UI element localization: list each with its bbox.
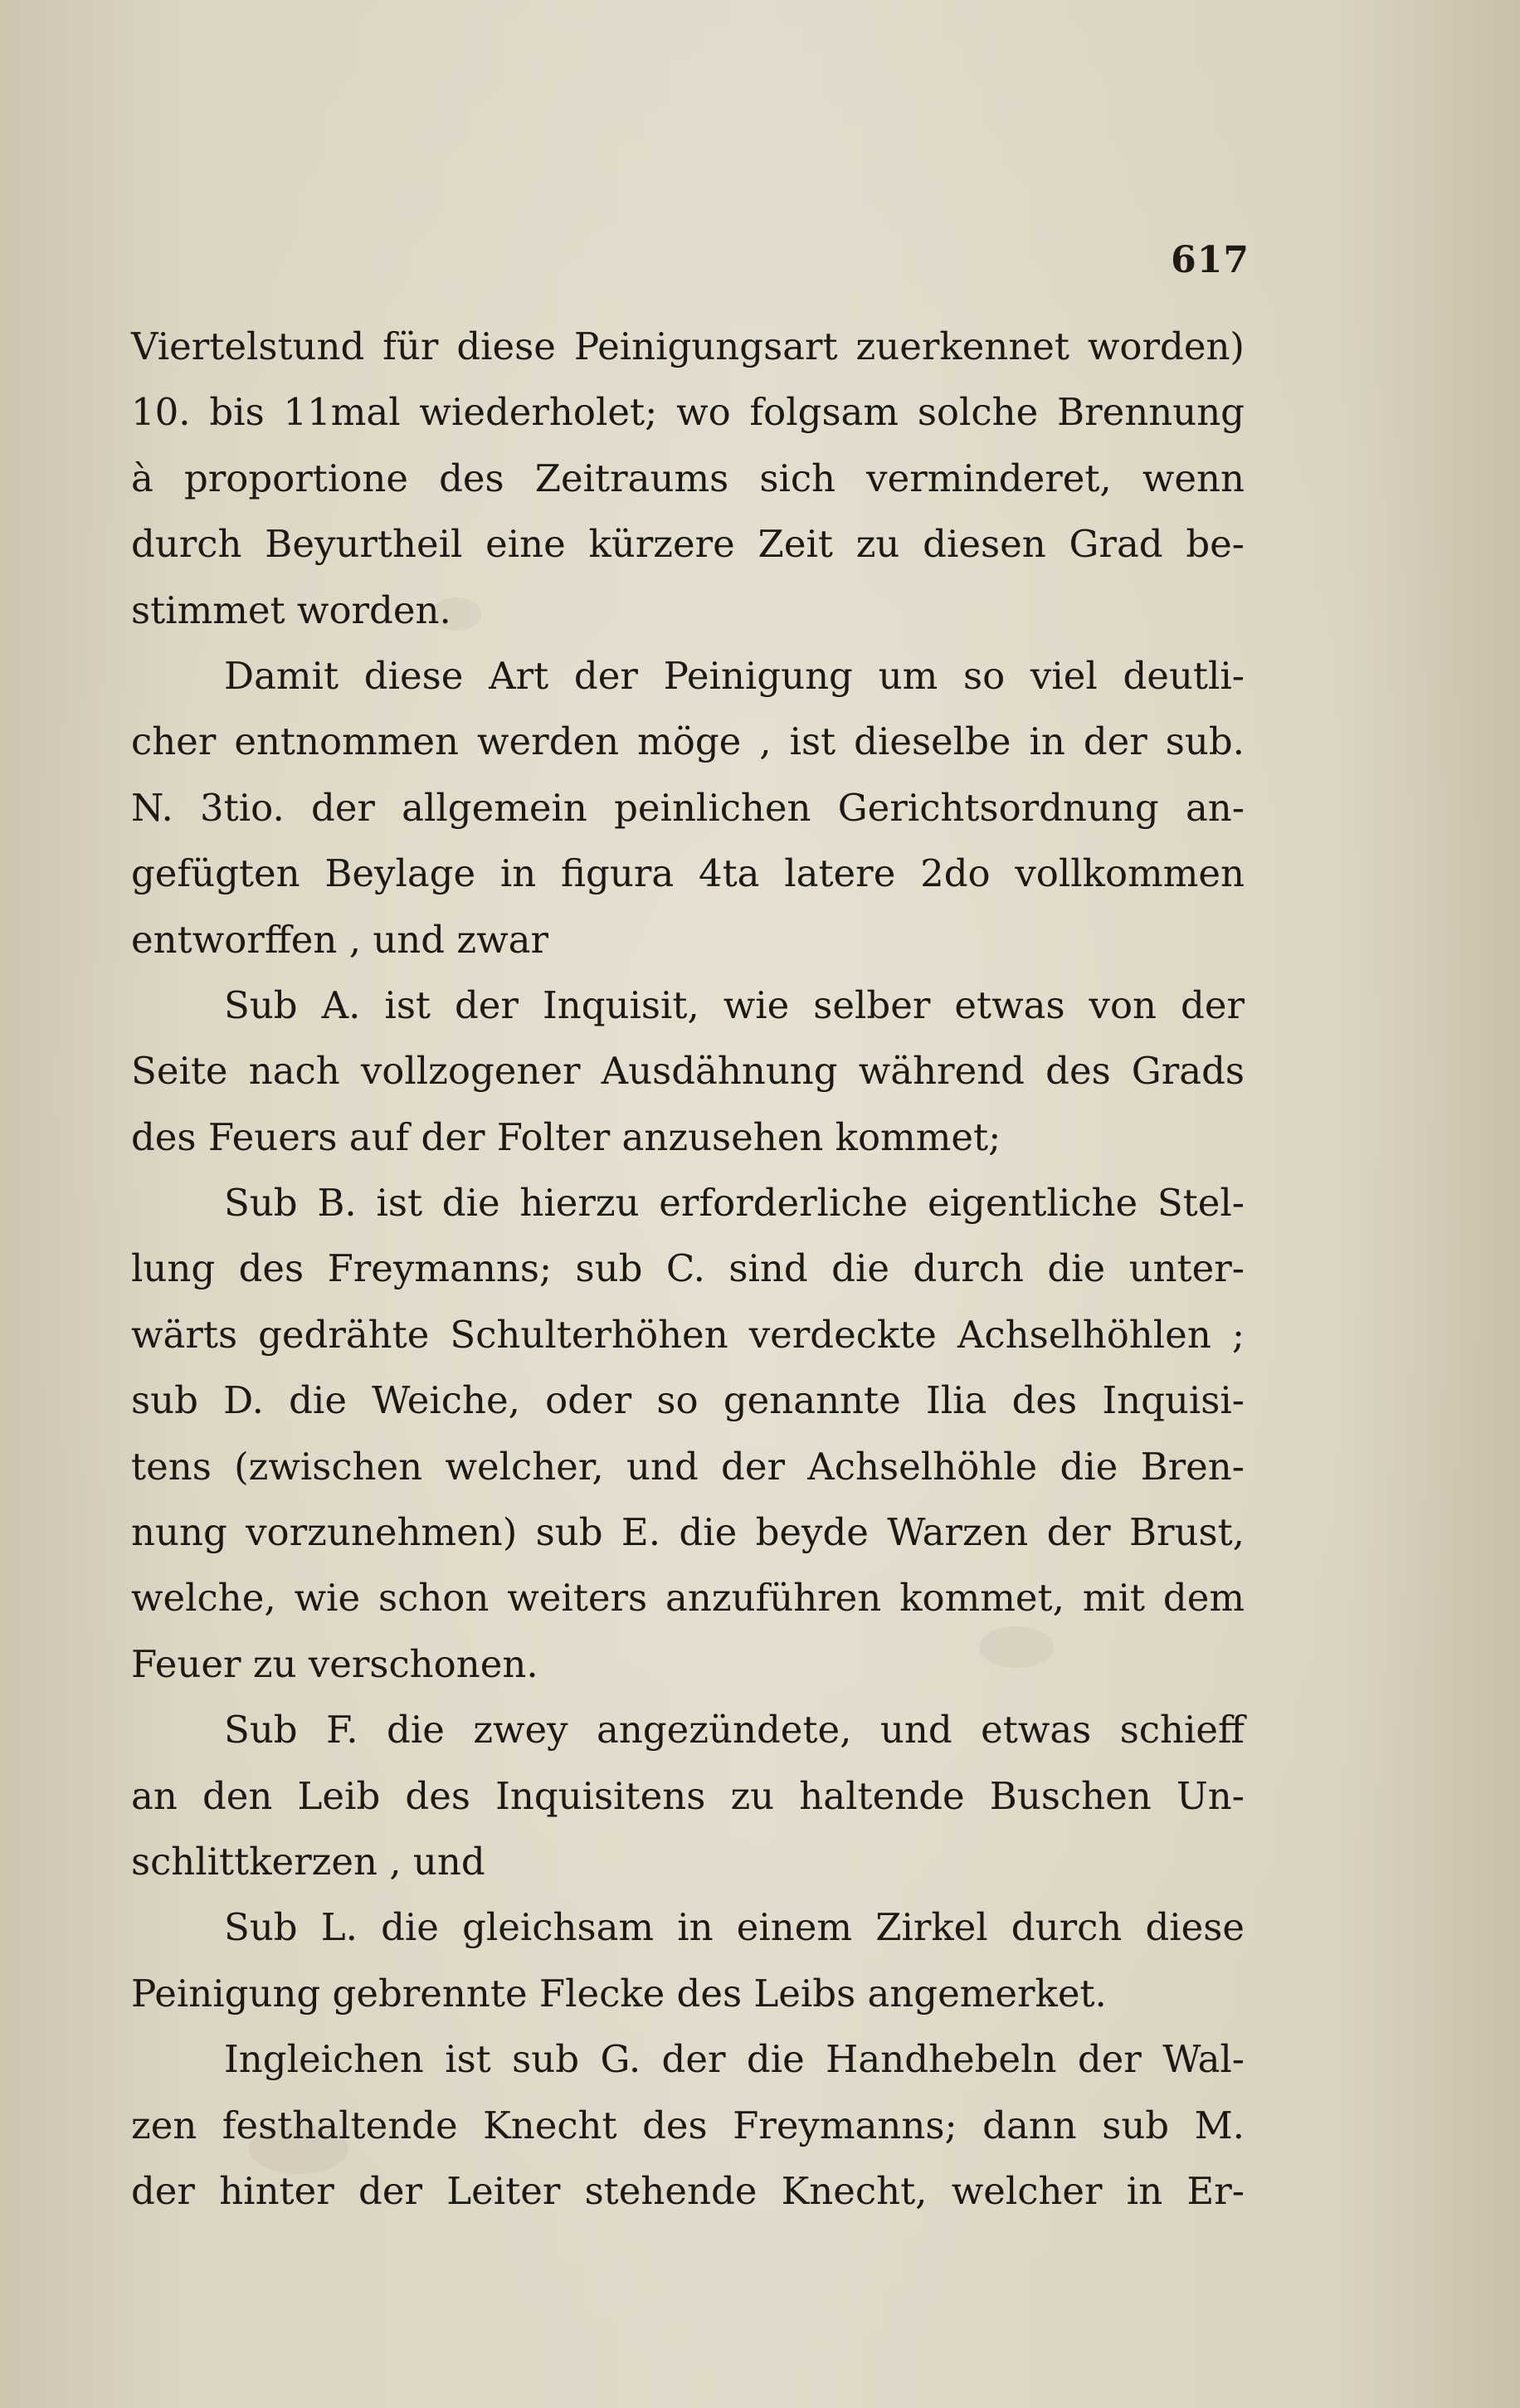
text-line: N. 3tio. der allgemein peinlichen Gerichtsordnung an- — [131, 785, 1245, 830]
text-line: welche, wie schon weiters anzuführen kommet, mit dem — [131, 1576, 1245, 1621]
text-line: Peinigung gebrennte Flecke des Leibs angemerket. — [131, 1971, 1107, 2016]
text-line: à proportione des Zeitraums sich verminderet, wenn — [131, 456, 1245, 500]
text-line: an den Leib des Inquisitens zu haltende Buschen Un- — [131, 1773, 1245, 1818]
text-line: Sub L. die gleichsam in einem Zirkel durch diese — [224, 1905, 1245, 1950]
text-line: der hinter der Leiter stehende Knecht, welcher in Er- — [131, 2168, 1245, 2213]
page-body-text — [131, 314, 1245, 2224]
text-line: Sub F. die zwey angezündete, und etwas schieff — [224, 1708, 1245, 1752]
text-line: sub D. die Weiche, oder so genannte Ilia des Inquisi- — [131, 1378, 1245, 1423]
text-line: gefügten Beylage in figura 4ta latere 2do vollkommen — [131, 851, 1245, 896]
text-line: des Feuers auf der Folter anzusehen kommet; — [131, 1114, 1001, 1159]
text-line: tens (zwischen welcher, und der Achselhöhle die Bren- — [131, 1444, 1245, 1489]
text-line: Feuer zu verschonen. — [131, 1641, 538, 1686]
text-line: Damit diese Art der Peinigung um so viel deutli- — [224, 653, 1245, 698]
text-line: schlittkerzen , und — [131, 1839, 485, 1884]
text-line: Ingleichen ist sub G. der die Handhebeln der Wal- — [224, 2037, 1245, 2082]
text-line: Sub A. ist der Inquisit, wie selber etwas von der — [224, 982, 1245, 1027]
text-line: zen festhaltende Knecht des Freymanns; dann sub M. — [131, 2103, 1245, 2147]
text-line: lung des Freymanns; sub C. sind die durch die unter- — [131, 1246, 1245, 1291]
page-number: 617 — [1171, 239, 1250, 281]
text-line: stimmet worden. — [131, 587, 451, 632]
text-line: 10. bis 11mal wiederholet; wo folgsam solche Brennung — [131, 390, 1245, 435]
text-line: durch Beyurtheil eine kürzere Zeit zu diesen Grad be- — [131, 522, 1245, 567]
text-line: nung vorzunehmen) sub E. die beyde Warzen der Brust, — [131, 1510, 1245, 1555]
text-line: cher entnommen werden möge , ist dieselbe in der sub. — [131, 719, 1245, 764]
text-line: Sub B. ist die hierzu erforderliche eigentliche Stel- — [224, 1181, 1245, 1226]
text-line: Seite nach vollzogener Ausdähnung während des Grads — [131, 1049, 1245, 1094]
text-line: Viertelstund für diese Peinigungsart zuerkennet worden) — [131, 324, 1245, 368]
text-line: entworffen , und zwar — [131, 917, 548, 962]
text-line: wärts gedrähte Schulterhöhen verdeckte Achselhöhlen ; — [131, 1312, 1245, 1357]
